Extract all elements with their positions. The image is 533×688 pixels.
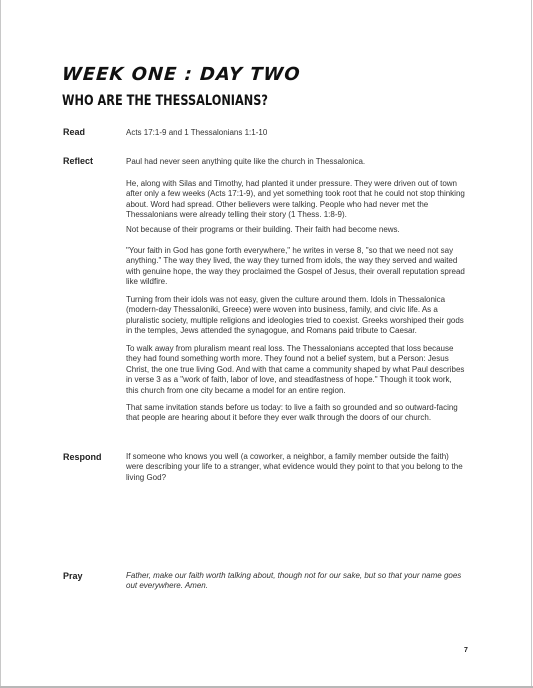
reflect-paragraph-3: Not because of their programs or their building. Their faith had become news. xyxy=(126,225,400,234)
reflect-paragraph-5: Turning from their idols was not easy, given the culture around them. Idols in Thessalonica (modern-day Thessaloniki, Greece) were woven into business, family, and civic life. As a pluralistic society, multiple religions and ideologies tried to coexist. Greeks worshiped their gods in the temples, Jews attended the synagogue, and Romans paid tribute to Caesar. xyxy=(126,295,464,336)
pray-label: Pray xyxy=(63,571,83,581)
reflect-paragraph-7: That same invitation stands before us today: to live a faith so grounded and so outward-facing that people are hearing about it before they ever walk through the doors of our church. xyxy=(126,403,458,423)
page-border-right xyxy=(531,0,532,688)
reflect-paragraph-6: To walk away from pluralism meant real loss. The Thessalonians accepted that loss because they had found something worth more. They found not a belief system, but a Person: Jesus Christ, the one true living God. And with that came a community shaped by what Paul describes in verse 3 as a "work of faith, labor of love, and steadfastness of hope." Though it took work, this church from one city became a model for an entire region. xyxy=(126,344,465,395)
respond-label: Respond xyxy=(63,452,102,462)
reflect-paragraph-4: "Your faith in God has gone forth everywhere," he writes in verse 8, "so that we need not say anything." The way they lived, the way they turned from idols, the way they served and waited with genuine hope, the way they proclaimed the Gospel of Jesus, their overall reputation spread like wildfire. xyxy=(126,246,465,287)
read-text: Acts 17:1-9 and 1 Thessalonians 1:1-10 xyxy=(126,128,268,137)
week-day-title: WEEK ONE : DAY TWO xyxy=(61,64,302,85)
reflect-paragraph-1: Paul had never seen anything quite like the church in Thessalonica. xyxy=(126,157,366,166)
reflect-paragraph-2: He, along with Silas and Timothy, had planted it under pressure. They were driven out of town after only a few weeks (Acts 17:1-9), and yet something took root that he could not stop thinking about. Word had spread. Other believers were talking. People who had never met the Thessalonians were already telling their story (1 Thess. 1:8-9). xyxy=(126,179,465,220)
lesson-question-title: WHO ARE THE THESSALONIANS? xyxy=(62,93,268,109)
respond-text: If someone who knows you well (a coworker, a neighbor, a family member outside the faith) were describing your life to a stranger, what evidence would they point to that you belong to the living God? xyxy=(126,452,463,482)
page-number: 7 xyxy=(464,647,468,654)
reflect-label: Reflect xyxy=(63,156,94,166)
read-label: Read xyxy=(63,127,86,137)
page-border-left xyxy=(0,0,1,688)
pray-text: Father, make our faith worth talking about, though not for our sake, but so that your name goes out everywhere. Amen. xyxy=(126,571,462,591)
